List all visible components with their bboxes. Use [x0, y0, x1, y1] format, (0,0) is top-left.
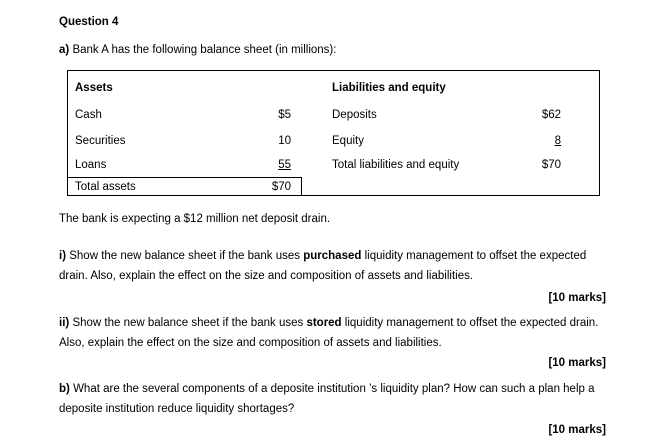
- liability-value-total: $70: [541, 159, 561, 171]
- part-a-intro: [59, 44, 336, 56]
- part-b-text: [59, 379, 607, 419]
- assets-header: Assets: [75, 82, 113, 94]
- part-ii-label: ii): [59, 317, 70, 329]
- liabilities-header: Liabilities and equity: [332, 82, 446, 94]
- asset-value-cash: $5: [278, 109, 291, 121]
- part-ii-marks: [10 marks]: [548, 357, 606, 369]
- loans-underlined-value: 55: [278, 159, 291, 171]
- part-i-marks: [10 marks]: [548, 292, 606, 304]
- part-a-text: Bank A has the following balance sheet (in millions):: [72, 44, 337, 56]
- part-ii-pre: Show the new balance sheet if the bank uses: [72, 317, 304, 329]
- liability-value-deposits: $62: [541, 109, 561, 121]
- part-ii-text: [59, 313, 607, 353]
- part-b-marks: [10 marks]: [548, 424, 606, 436]
- part-i-post: liquidity management to offset the expected drain. Also, explain the effect on the size and composition of assets and liabilities.: [59, 250, 587, 282]
- total-assets-value: $70: [271, 181, 291, 193]
- liability-label-equity: Equity: [332, 135, 364, 147]
- liability-value-equity: [520, 135, 561, 147]
- asset-value-securities: 10: [278, 135, 291, 147]
- part-b-body: What are the several components of a deposite institution ’s liquidity plan? How can such a plan help a deposite institution reduce liquidity shortages?: [59, 383, 595, 415]
- part-i-pre: Show the new balance sheet if the bank uses: [69, 250, 301, 262]
- part-i-label: i): [59, 250, 67, 262]
- equity-underlined-value: 8: [554, 135, 561, 147]
- liability-label-deposits: Deposits: [332, 109, 377, 121]
- part-i-emphasis: purchased: [303, 250, 362, 262]
- asset-label-securities: Securities: [75, 135, 126, 147]
- part-ii-post: liquidity management to offset the expected drain. Also, explain the effect on the size and composition of assets and liabilities.: [59, 317, 599, 349]
- asset-label-loans: Loans: [75, 159, 107, 171]
- part-b-label: b): [59, 383, 70, 395]
- question-title: Question 4: [59, 16, 119, 28]
- asset-value-loans: [240, 159, 291, 171]
- deposit-drain-text: The bank is expecting a $12 million net deposit drain.: [59, 213, 331, 225]
- part-a-label: a): [59, 44, 70, 56]
- asset-label-cash: Cash: [75, 109, 102, 121]
- total-assets-label: Total assets: [75, 181, 136, 193]
- part-ii-emphasis: stored: [306, 317, 342, 329]
- part-i-text: [59, 246, 607, 286]
- liability-label-total: Total liabilities and equity: [332, 159, 460, 171]
